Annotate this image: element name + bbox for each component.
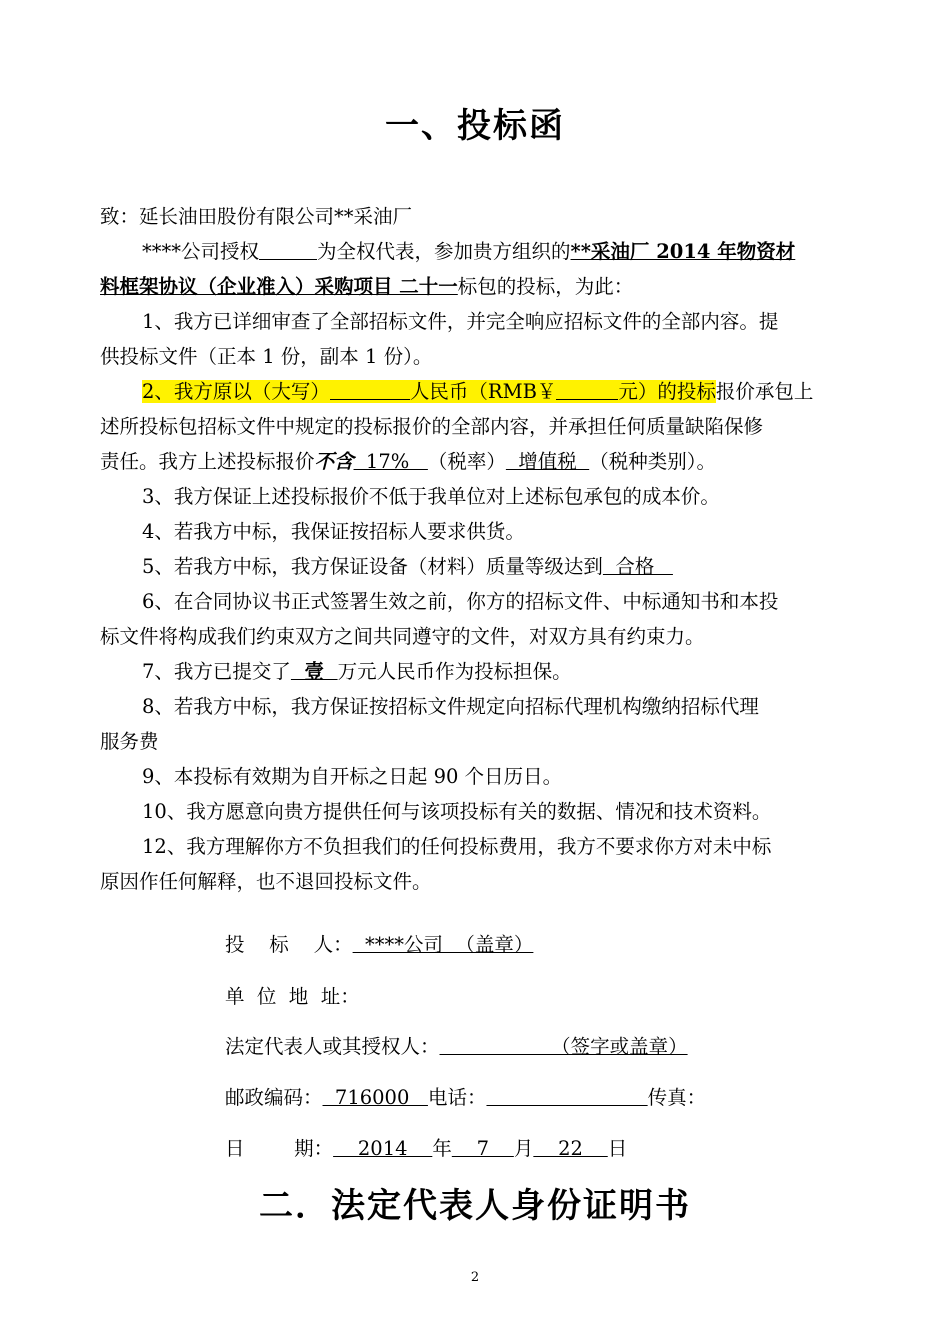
phone-label: 电话： xyxy=(427,1086,487,1109)
project-name-part2: 料框架协议（企业准入）采购项目 二十一 xyxy=(100,275,458,298)
bidder-row xyxy=(225,932,533,958)
item-2-text-a: 2、我方原以（大写） xyxy=(142,380,330,403)
item-3: 3、我方保证上述投标报价不低于我单位对上述标包承包的成本价。 xyxy=(142,485,720,508)
bidder-value: ****公司 （盖章） xyxy=(352,933,534,956)
item-5 xyxy=(100,554,852,584)
tax-kind-value: 增值税 xyxy=(505,450,590,473)
representative-blank xyxy=(259,239,317,260)
legal-rep-value: （签字或盖章） xyxy=(439,1035,688,1058)
item-2-line-3-a: 责任。我方上述投标报价 xyxy=(100,450,315,473)
item-2-line-3-c: （税率） xyxy=(427,450,506,473)
address-row xyxy=(225,984,360,1010)
amount-rmb-blank xyxy=(556,379,618,400)
item-2-line-3 xyxy=(100,449,852,479)
item-8-line-2: 服务费 xyxy=(100,730,159,753)
phone-value xyxy=(486,1086,647,1109)
fax-label: 传真： xyxy=(647,1086,707,1109)
quality-grade-value: 合格 xyxy=(602,555,673,578)
intro-company: ****公司授权 xyxy=(142,240,260,263)
date-row xyxy=(225,1136,627,1162)
item-2-line-1 xyxy=(100,379,852,409)
item-2-text-d: 报价承包上 xyxy=(715,380,814,403)
item-1-line-2: 供投标文件（正本 1 份，副本 1 份）。 xyxy=(100,345,433,368)
intro-line-2 xyxy=(100,274,852,304)
item-8-line-1: 8、若我方中标，我方保证按招标文件规定向招标代理机构缴纳招标代理 xyxy=(142,695,759,718)
year-unit: 年 xyxy=(432,1137,452,1160)
item-7-text-a: 7、我方已提交了 xyxy=(142,660,291,683)
item-10: 10、我方愿意向贵方提供任何与该项投标有关的数据、情况和技术资料。 xyxy=(142,800,772,823)
item-12-line-2: 原因作任何解释，也不退回投标文件。 xyxy=(100,870,432,893)
month-unit: 月 xyxy=(513,1137,534,1160)
page-number: 2 xyxy=(470,1270,480,1285)
item-12-line-1: 12、我方理解你方不负担我们的任何投标费用，我方不要求你方对未中标 xyxy=(142,835,772,858)
item-2-line-3-d: （税种类别）。 xyxy=(589,450,716,473)
day-value: 22 xyxy=(533,1137,608,1160)
item-1-line-1: 1、我方已详细审查了全部招标文件，并完全响应招标文件的全部内容。提 xyxy=(142,310,779,333)
legal-rep-row xyxy=(225,1034,688,1060)
intro-rep-suffix: 为全权代表，参加贵方组织的 xyxy=(317,240,571,263)
day-unit: 日 xyxy=(607,1137,628,1160)
item-2-highlight xyxy=(142,380,716,403)
bidder-label: 投 标 人： xyxy=(225,933,353,956)
year-value: 2014 xyxy=(333,1137,433,1160)
item-2-text-b: 人民币（RMB￥ xyxy=(409,380,557,403)
intro-tail: 标包的投标，为此： xyxy=(457,275,634,298)
contact-row xyxy=(225,1085,706,1111)
address-label: 单 位 地 址： xyxy=(225,985,360,1008)
addressee-line: 致：延长油田股份有限公司**采油厂 xyxy=(100,205,413,228)
page-title: 一、投标函 xyxy=(385,106,565,146)
tax-excluded-label: 不含 xyxy=(314,450,354,473)
intro-line-1 xyxy=(100,239,852,269)
item-5-text: 5、若我方中标，我方保证设备（材料）质量等级达到 xyxy=(142,555,603,578)
item-4: 4、若我方中标，我保证按招标人要求供货。 xyxy=(142,520,525,543)
postcode-label: 邮政编码： xyxy=(225,1086,323,1109)
item-9: 9、本投标有效期为自开标之日起 90 个日历日。 xyxy=(142,765,563,788)
item-6-line-1: 6、在合同协议书正式签署生效之前，你方的招标文件、中标通知书和本投 xyxy=(142,590,779,613)
month-value: 7 xyxy=(451,1137,514,1160)
section-2-title: 二．法定代表人身份证明书 xyxy=(259,1186,691,1226)
item-7 xyxy=(100,659,852,689)
item-2-text-c: 元）的投标 xyxy=(618,380,716,403)
item-6-line-2: 标文件将构成我们约束双方之间共同遵守的文件，对双方具有约束力。 xyxy=(100,625,705,648)
legal-rep-label: 法定代表人或其授权人： xyxy=(225,1035,440,1058)
date-label: 日 期： xyxy=(225,1137,334,1160)
postcode-value: 716000 xyxy=(322,1086,428,1109)
project-name-part1: **采油厂 2014 年物资材 xyxy=(570,240,796,263)
amount-words-blank xyxy=(330,379,410,400)
tax-rate-value: 17% xyxy=(353,450,428,473)
item-2-line-2: 述所投标包招标文件中规定的投标报价的全部内容，并承担任何质量缺陷保修 xyxy=(100,415,764,438)
guarantee-amount-value: 壹 xyxy=(290,660,338,683)
item-7-text-b: 万元人民币作为投标担保。 xyxy=(337,660,572,683)
